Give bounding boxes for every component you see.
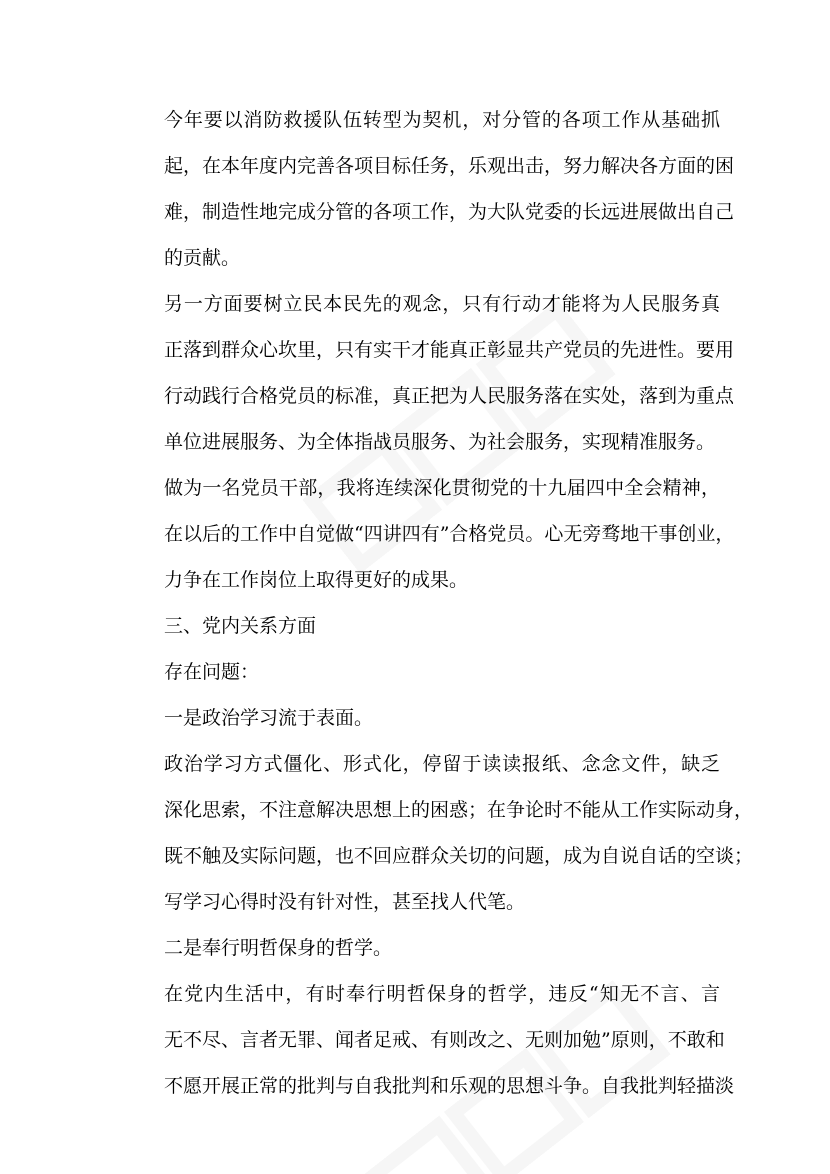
- paragraph: [126, 925, 720, 971]
- paragraph: [126, 649, 720, 695]
- paragraph: [126, 281, 735, 465]
- text-line: 写学习心得时没有针对性，甚至找人代笔。: [164, 891, 526, 913]
- text-line: 正落到群众心坎里，只有实干才能真正彰显共产党员的先进性。要用: [164, 339, 735, 361]
- text-line: 政治学习方式僵化、形式化，停留于读读报纸、念念文件，缺乏: [164, 753, 720, 775]
- paragraph: [126, 465, 735, 603]
- paragraph: [126, 695, 720, 741]
- text-line: 二是奉行明哲保身的哲学。: [164, 937, 393, 959]
- text-line: 的贡献。: [164, 247, 241, 269]
- document-body: [126, 97, 754, 1109]
- paragraph: [126, 97, 735, 281]
- text-line: 做为一名党员干部，我将连续深化贯彻党的十九届四中全会精神，: [164, 477, 720, 499]
- text-line: 不愿开展正常的批判与自我批判和乐观的思想斗争。自我批判轻描淡: [164, 1075, 735, 1097]
- text-line: 今年要以消防救援队伍转型为契机，对分管的各项工作从基础抓: [164, 109, 720, 131]
- text-line: 一是政治学习流于表面。: [164, 707, 374, 729]
- section-heading: [126, 603, 720, 649]
- paragraph: [126, 971, 735, 1109]
- text-line: 在党内生活中，有时奉行明哲保身的哲学，违反“知无不言、言: [164, 983, 720, 1005]
- text-line: 起，在本年度内完善各项目标任务，乐观出击，努力解决各方面的困: [164, 155, 735, 177]
- text-line: 另一方面要树立民本民先的观念，只有行动才能将为人民服务真: [164, 293, 720, 315]
- paragraph: [126, 741, 754, 925]
- text-line: 三、党内关系方面: [164, 615, 317, 637]
- text-line: 无不尽、言者无罪、闻者足戒、有则改之、无则加勉”原则，不敢和: [164, 1029, 725, 1051]
- text-line: 单位进展服务、为全体指战员服务、为社会服务，实现精准服务。: [164, 431, 716, 453]
- text-line: 深化思索，不注意解决思想上的困惑；在争论时不能从工作实际动身，: [164, 799, 754, 821]
- text-line: 存在问题：: [164, 661, 260, 683]
- text-line: 力争在工作岗位上取得更好的成果。: [164, 569, 469, 591]
- text-line: 既不触及实际问题，也不回应群众关切的问题，成为自说自话的空谈；: [164, 845, 754, 867]
- text-line: 难，制造性地完成分管的各项工作，为大队党委的长远进展做出自己: [164, 201, 735, 223]
- text-line: 在以后的工作中自觉做“四讲四有”合格党员。心无旁骛地干事创业，: [164, 523, 735, 545]
- text-line: 行动践行合格党员的标准，真正把为人民服务落在实处，落到为重点: [164, 385, 735, 407]
